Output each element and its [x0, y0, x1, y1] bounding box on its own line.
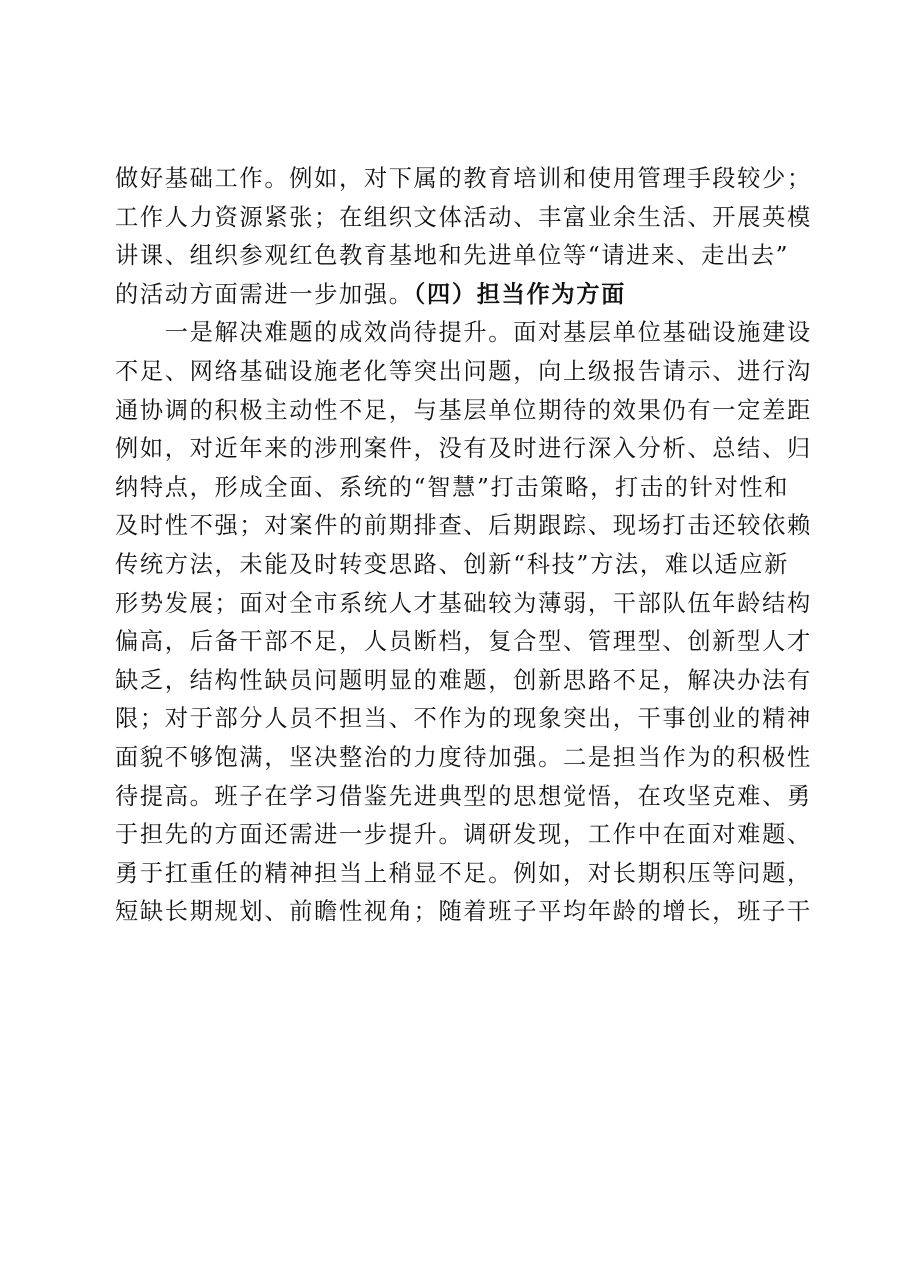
text-line: 讲课、组织参观红色教育基地和先进单位等“请进来、走出去” [115, 242, 790, 270]
text-line: 偏高，后备干部不足，人员断档，复合型、管理型、创新型人才 [115, 628, 812, 656]
text-line: 限；对于部分人员不担当、不作为的现象突出，干事创业的精神 [115, 705, 812, 733]
text-line: 传统方法，未能及时转变思路、创新“科技”方法，难以适应新 [115, 550, 790, 578]
text-line: 于担先的方面还需进一步提升。调研发现，工作中在面对难题、 [115, 821, 812, 849]
text-line: 通协调的积极主动性不足，与基层单位期待的效果仍有一定差距 [115, 396, 812, 424]
text-line: 待提高。班子在学习借鉴先进典型的思想觉悟，在攻坚克难、勇 [115, 782, 812, 810]
paragraph-start-line: 一是解决难题的成效尚待提升。面对基层单位基础设施建设 [115, 319, 812, 347]
text-line: 工作人力资源紧张；在组织文体活动、丰富业余生活、开展英模 [115, 203, 812, 231]
text-line: 例如，对近年来的涉刑案件，没有及时进行深入分析、总结、归 [115, 435, 812, 463]
section-heading: （四）担当作为方面 [413, 280, 627, 308]
text-line: 不足、网络基础设施老化等突出问题，向上级报告请示、进行沟 [115, 357, 812, 385]
text-line: 纳特点，形成全面、系统的“智慧”打击策略，打击的针对性和 [115, 473, 790, 501]
text-line: 及时性不强；对案件的前期排查、后期跟踪、现场打击还较依赖 [115, 512, 812, 540]
body-text [115, 160, 815, 932]
text-line: 的活动方面需进一步加强。 [115, 280, 414, 308]
text-line: 形势发展；面对全市系统人才基础较为薄弱，干部队伍年龄结构 [115, 589, 812, 617]
text-line: 勇于扛重任的精神担当上稍显不足。例如，对长期积压等问题， [115, 859, 812, 887]
text-line: 短缺长期规划、前瞻性视角；随着班子平均年龄的增长，班子干 [115, 898, 812, 926]
text-line-with-heading [115, 276, 815, 315]
text-line: 面貌不够饱满，坚决整治的力度待加强。二是担当作为的积极性 [115, 743, 812, 771]
text-line: 缺乏，结构性缺员问题明显的难题，创新思路不足，解决办法有 [115, 666, 812, 694]
text-line: 做好基础工作。例如，对下属的教育培训和使用管理手段较少； [115, 165, 812, 192]
